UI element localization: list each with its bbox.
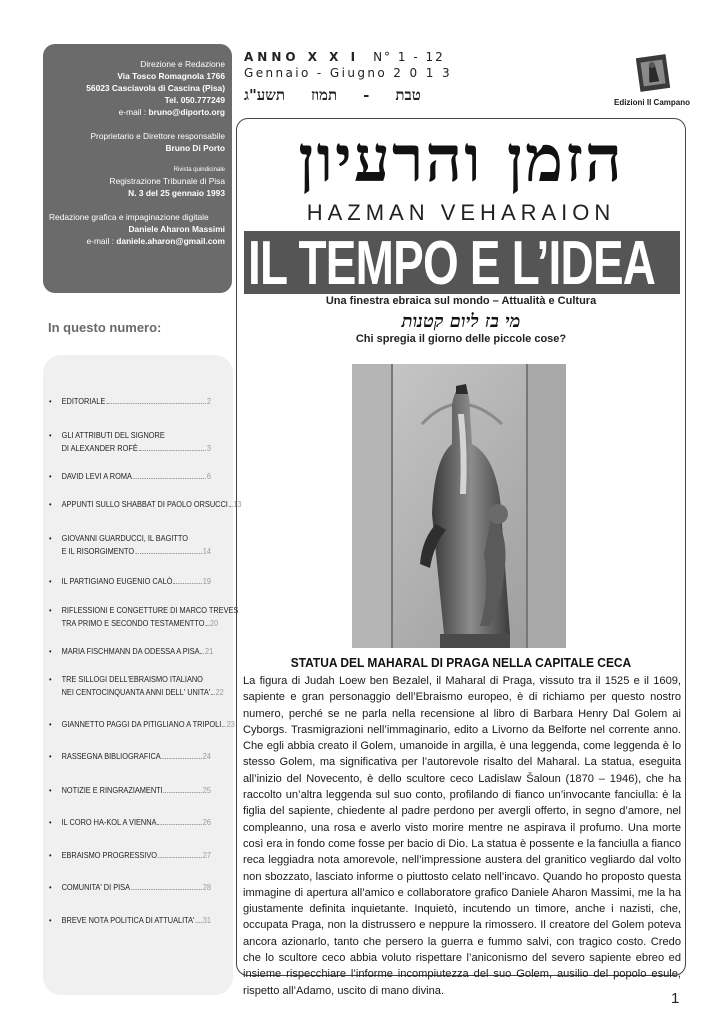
- leader-dots: [229, 506, 233, 507]
- toc-page-number: 24: [202, 752, 211, 761]
- toc-item[interactable]: [49, 498, 242, 511]
- statue-photo: [352, 364, 566, 648]
- bullet-icon: •: [49, 851, 52, 860]
- bullet-icon: •: [49, 500, 52, 509]
- toc-item[interactable]: [49, 645, 214, 658]
- tagline: Una finestra ebraica sul mondo – Attualità e Cultura: [325, 295, 597, 307]
- toc-item[interactable]: [49, 816, 211, 829]
- leader-dots: [201, 653, 205, 654]
- toc-item[interactable]: [49, 575, 211, 588]
- toc-item[interactable]: [49, 914, 211, 927]
- grafica-label: Redazione grafica e impaginazione digitale: [49, 212, 209, 222]
- article-body: [243, 673, 681, 999]
- bullet-icon: •: [49, 675, 52, 684]
- grafica-email-link[interactable]: daniele.aharon@gmail.com: [116, 236, 225, 246]
- toc-item-title: E IL RISORGIMENTO: [61, 547, 135, 556]
- bullet-icon: •: [49, 647, 52, 656]
- toc-item-title: GIOVANNI GUARDUCCI, IL BAGITTO: [61, 534, 188, 543]
- table-of-contents: [43, 355, 242, 995]
- toc-page-number: 28: [202, 883, 211, 892]
- quote-translation: Chi spregia il giorno delle piccole cose?: [355, 333, 567, 345]
- toc-item-title: NOTIZIE E RINGRAZIAMENTI: [61, 786, 163, 795]
- grafica-email-line: [49, 235, 225, 247]
- bullet-icon: •: [49, 720, 52, 729]
- address-line-1: Via Tosco Romagnola 1766: [117, 71, 225, 81]
- masthead-info-box: [43, 44, 232, 293]
- bullet-icon: •: [49, 786, 52, 795]
- toc-item-title: IL CORO HA-KOL A VIENNA: [61, 818, 157, 827]
- address-line-2: 56023 Casciavola di Cascina (Pisa): [86, 83, 225, 93]
- anno-label: ANNO X X I: [244, 50, 360, 64]
- toc-item-title: DAVID LEVI A ROMA: [61, 472, 132, 481]
- publisher-name: Edizioni Il Campano: [613, 98, 690, 107]
- leader-dots: [211, 694, 215, 695]
- bullet-icon: •: [49, 472, 52, 481]
- main-title: IL TEMPO E L’IDEA: [248, 231, 656, 294]
- contents-title: In questo numero:: [48, 320, 162, 335]
- hebrew-date: [244, 86, 447, 105]
- article-paragraph: La figura di Judah Loew ben Bezalel, il Maharal di Praga, vissuto tra il 1525 e il 1609, sapiente e gran personaggio dell’Ebraismo europeo, è di richiamo per questo nostro numero, perché se ne parla nella recensione al libro di Barbara Henry Dal Golem ai Cyborgs. Trasmigrazioni nell’immaginario, edito a Livorno da Belforte nel corrente anno. Che egli abbia creato il Golem, umanoide in argilla, è una leggenda, come leggenda è lo stesso Golem, ma significativa per l’autorevole risalto del Maharal. La statua, eseguita all’inizio del Novecento, è dello scultore ceco Ladislaw Šaloun (1870 – 1946), che ha raccolto un’altra leggenda sul suo conto, profilando di fianco un’invocante fanciulla: è la figlia del sapiente, chiedente al padre perdono per avergli offerto, in segno d’amore, nel compleanno, una rosa e averlo visto morire mentre ne aspirava il profumo. Una morte così era in fondo come fosse per bacio di Dio. La statua è possente e la fanciulla a fianco reca leggiadra nota amorevole, nell’impressione austera del granitico vegliardo dal volto non sbozzato, lasciato informe o piuttosto celato nell’incavo. Quando ho proposto questa immagine di apertura all’amico e collaboratore grafico Daniele Aharon Massimi, me la ha giustamente definita inquietante. Inquietò, incutendo un timore, anche i nazisti, che, occupata Praga, non la distrussero e neppure la rimossero. Il creatore del Golem poteva ancora azionarlo, tanto che persero la guerra e fummo salvi, con tragico costo. Credo che lo scultore ceco abbia voluto rispettare l’aniconismo del severo sapiente ebreo ed insieme rispecchiare l’informe incompiutezza del suo Golem, ausilio del popolo esule, rispetto all’Adamo, uscito di mano divina.: [243, 675, 681, 997]
- toc-item[interactable]: [49, 604, 239, 630]
- leader-dots: [173, 583, 202, 584]
- issue-line: [244, 50, 445, 64]
- toc-page-number: 27: [202, 851, 211, 860]
- article-title: STATUA DEL MAHARAL DI PRAGA NELLA CAPITALE CECA: [290, 655, 632, 670]
- direzione-label: Direzione e Redazione: [140, 59, 225, 69]
- toc-page-number: 23: [226, 720, 235, 729]
- registrazione-label: Registrazione Tribunale di Pisa: [109, 176, 225, 186]
- toc-item-title: DI ALEXANDER ROFÈ: [61, 444, 138, 453]
- leader-dots: [157, 824, 202, 825]
- toc-page-number: 6: [206, 472, 211, 481]
- toc-item[interactable]: [49, 429, 211, 455]
- toc-item-title: BREVE NOTA POLITICA DI ATTUALITA': [61, 916, 195, 925]
- toc-item[interactable]: [49, 673, 224, 699]
- toc-item-title: IL PARTIGIANO EUGENIO CALÒ: [61, 577, 173, 586]
- email-label: e-mail :: [118, 107, 149, 117]
- toc-item[interactable]: [49, 849, 211, 862]
- leader-dots: [106, 403, 206, 404]
- bullet-icon: •: [49, 818, 52, 827]
- toc-page-number: 22: [215, 688, 224, 697]
- toc-item-title: NEI CENTOCINQUANTA ANNI DELL' UNITA': [61, 688, 211, 697]
- toc-item[interactable]: [49, 750, 211, 763]
- toc-item[interactable]: [49, 395, 211, 408]
- issue-months: Gennaio - Giugno 2 0 1 3: [244, 66, 453, 80]
- leader-dots: [162, 758, 202, 759]
- toc-page-number: 26: [202, 818, 211, 827]
- hebrew-date-part: תשע"ג: [244, 86, 286, 104]
- issue-number: N° 1 - 12: [373, 50, 445, 64]
- toc-page-number: 19: [202, 577, 211, 586]
- bullet-icon: •: [49, 431, 52, 440]
- bullet-icon: •: [49, 577, 52, 586]
- page-number: 1: [671, 990, 680, 1007]
- main-title-bar: [244, 231, 680, 294]
- toc-item-title: EBRAISMO PROGRESSIVO: [61, 851, 158, 860]
- leader-dots: [135, 553, 202, 554]
- transliterated-title: HAZMAN VEHARAION: [306, 200, 616, 225]
- leader-dots: [222, 726, 226, 727]
- publisher-logo-icon: [636, 52, 672, 94]
- toc-item[interactable]: [49, 784, 211, 797]
- leader-dots: [195, 922, 202, 923]
- toc-page-number: 3: [206, 444, 211, 453]
- leader-dots: [205, 625, 209, 626]
- toc-item-title: MARIA FISCHMANN DA ODESSA A PISA: [61, 647, 200, 656]
- email-line: [49, 106, 225, 118]
- bullet-icon: •: [49, 916, 52, 925]
- toc-page-number: 20: [209, 619, 219, 628]
- telephone: Tel. 050.777249: [164, 95, 225, 105]
- registrazione-number: N. 3 del 25 gennaio 1993: [128, 188, 225, 198]
- bullet-icon: •: [49, 752, 52, 761]
- bullet-icon: •: [49, 606, 52, 615]
- toc-item[interactable]: [49, 470, 211, 483]
- toc-item-title: TRE SILLOGI DELL'EBRAISMO ITALIANO: [61, 675, 203, 684]
- bullet-icon: •: [49, 397, 52, 406]
- toc-item-title: RIFLESSIONI E CONGETTURE DI MARCO TREVES: [61, 606, 239, 615]
- hebrew-title: הזמן והרעיון: [298, 122, 624, 197]
- leader-dots: [131, 889, 202, 890]
- rivista-label: Rivista quindicinale: [173, 167, 225, 173]
- grafica-email-label: e-mail :: [86, 236, 117, 246]
- toc-page-number: 21: [205, 647, 214, 656]
- proprietario-label: Proprietario e Direttore responsabile: [90, 131, 225, 141]
- toc-item-title: GLI ATTRIBUTI DEL SIGNORE: [61, 431, 165, 440]
- grafica-name: Daniele Aharon Massimi: [128, 224, 225, 234]
- bullet-icon: •: [49, 534, 52, 543]
- bullet-icon: •: [49, 883, 52, 892]
- hebrew-date-part: -: [363, 86, 370, 104]
- hebrew-date-part: תמוז: [311, 86, 338, 104]
- leader-dots: [158, 857, 202, 858]
- leader-dots: [139, 450, 206, 451]
- toc-item[interactable]: [49, 532, 211, 558]
- toc-item-title: EDITORIALE: [61, 397, 106, 406]
- leader-dots: [133, 478, 206, 479]
- hebrew-date-part: טבת: [395, 86, 421, 104]
- toc-item-title: APPUNTI SULLO SHABBAT DI PAOLO ORSUCCI: [61, 500, 228, 509]
- toc-page-number: 25: [202, 786, 211, 795]
- toc-item[interactable]: [49, 718, 235, 731]
- leader-dots: [164, 792, 202, 793]
- hebrew-quote: מי בז ליום קטנות: [401, 311, 521, 332]
- toc-item-title: TRA PRIMO E SECONDO TESTAMENTTO: [61, 619, 205, 628]
- toc-item-title: COMUNITA' DI PISA: [61, 883, 131, 892]
- toc-item-title: RASSEGNA BIBLIOGRAFICA: [61, 752, 161, 761]
- email-link[interactable]: bruno@diporto.org: [148, 107, 225, 117]
- toc-page-number: 14: [202, 547, 211, 556]
- toc-item-title: GIANNETTO PAGGI DA PITIGLIANO A TRIPOLI: [61, 720, 222, 729]
- toc-page-number: 13: [233, 500, 242, 509]
- toc-page-number: 2: [206, 397, 211, 406]
- toc-page-number: 31: [202, 916, 211, 925]
- proprietario-name: Bruno Di Porto: [165, 143, 225, 153]
- toc-item[interactable]: [49, 881, 211, 894]
